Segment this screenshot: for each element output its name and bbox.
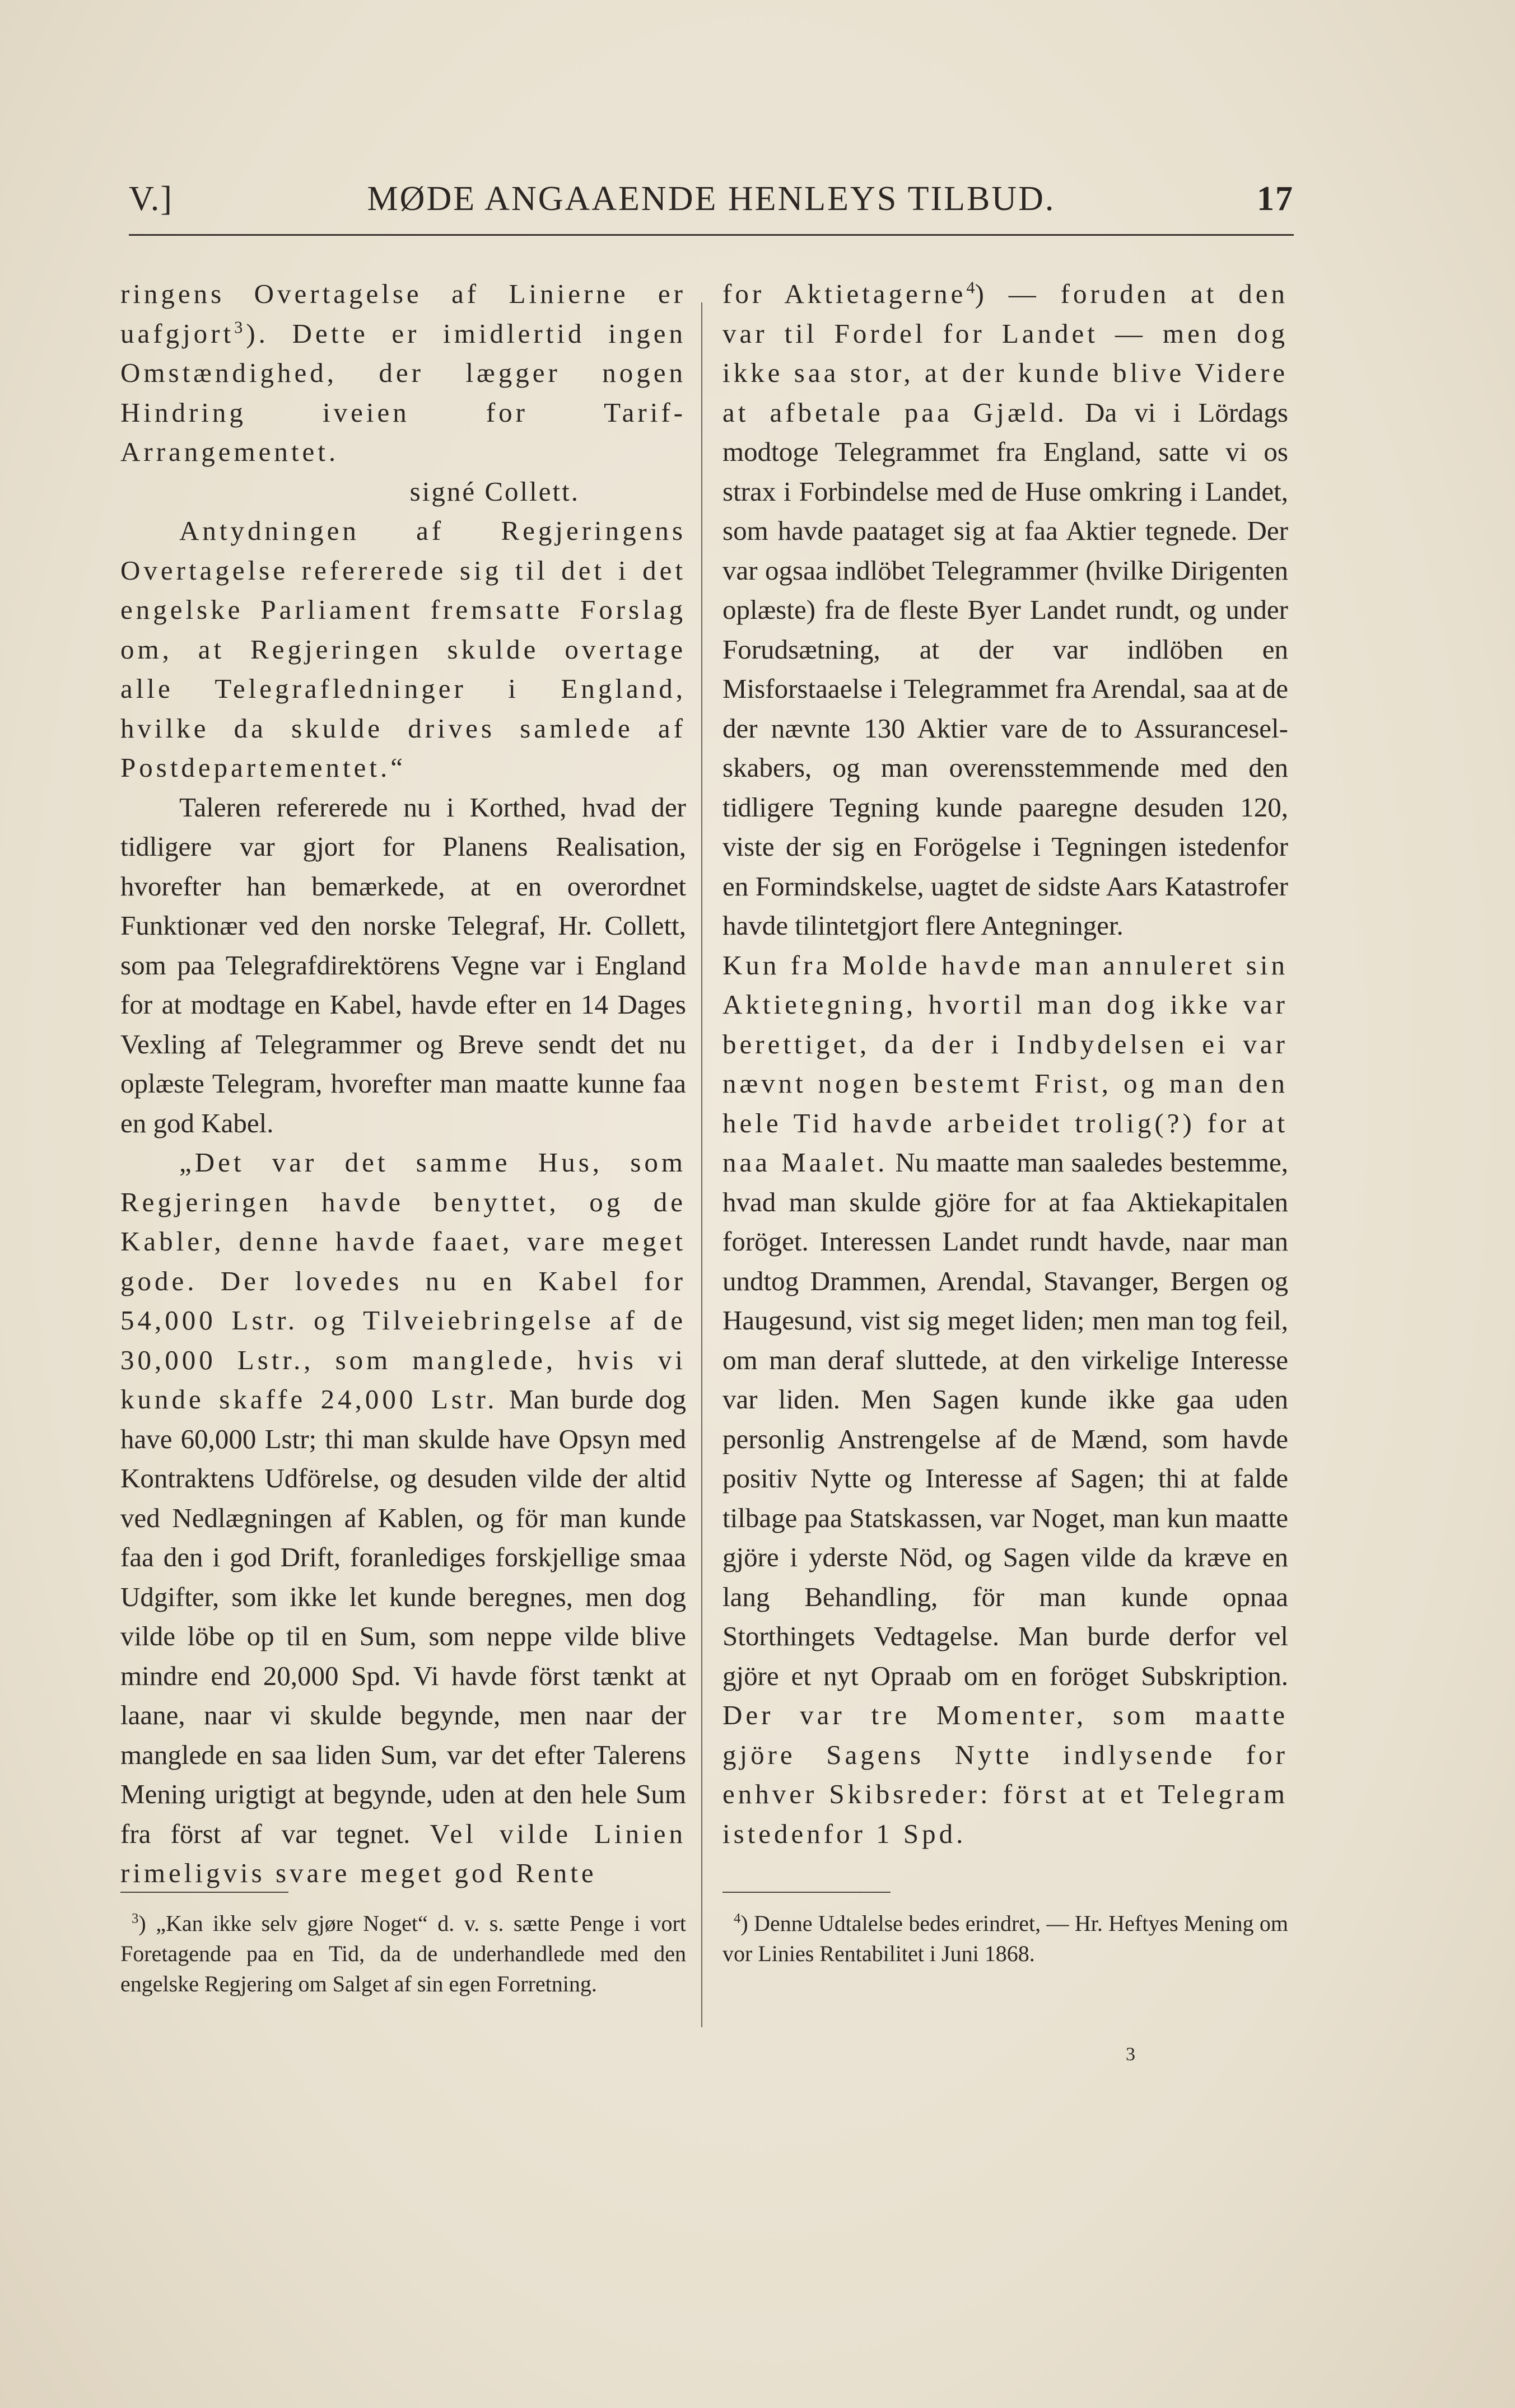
left-paragraph-3: Taleren refererede nu i Korthed, hvad der tidligere var gjort for Planens Realisation, hvorefter han bemærkede, at en overordnet Funktionær ved den norske Telegraf, Hr. Collett, som paa Telegrafdirektörens Vegne var i England for at modtage en Kabel, havde efter en 14 Dages Vexling af Telegrammer og Breve sendt det nu oplæste Telegram, hvorefter man maatte kunne faa en god Kabel.: [120, 791, 686, 1138]
page-number: 17: [1257, 180, 1294, 218]
footnote-rule-left: [120, 1892, 288, 1893]
page-title: MØDE ANGAAENDE HENLEYS TILBUD.: [367, 180, 1056, 218]
column-divider: [701, 302, 702, 2027]
left-paragraph-2: Antydningen af Regjeringens Overtagelse refererede sig til det i det engelske Parliament fremsatte Forslag om, at Regjeringen skulde overtage alle Telegrafledninger i England, hvilke da skulde drives samlede af Postdepartementet.“: [120, 515, 686, 783]
signature-line: signé Collett.: [409, 475, 580, 507]
header-rule: [129, 234, 1294, 236]
footnote-ref-3: 3: [234, 318, 246, 337]
right-paragraph-1: for Aktietagerne$^4$) — foruden at den var til Fordel for Landet — men dog ikke saa stor, at der kunde blive Videre at afbetale paa Gjæld. Da vi i Lördags modtoge Telegrammet fra England, satte vi os strax i Forbindelse med de Huse omkring i Landet, som havde paataget sig at faa Aktier tegnede. Der var ogsaa indlöbet Telegrammer (hvilke Dirigenten oplæste) fra de fleste Byer Landet rundt, og under Forudsætning, at der var indlöben en Misforstaaelse i Telegrammet fra Arendal, saa at de der nævnte 130 Aktier vare de to Assuranceselskabers, og man overensstemmende med den tidligere Tegning kunde paaregne desuden 120, viste der sig en Forögelse i Tegningen istedenfor en Formindskelse, uagtet de sidste Aars Katastrofer havde tilintetgjort flere Antegninger.: [722, 278, 1288, 941]
left-column: [120, 274, 686, 1893]
left-paragraph-4: „Det var det samme Hus, som Regjeringen havde benyttet, og de Kabler, denne havde faaet, vare meget gode. Der lovedes nu en Kabel for 54,000 Lstr. og Tilveiebringelse af de 30,000 Lstr., som manglede, hvis vi kunde skaffe 24,000 Lstr. Man burde dog have 60,000 Lstr; thi man skulde have Opsyn med Kontraktens Udförelse, og desuden vilde der altid ved Nedlægningen af Kablen, og för man kunde faa den i god Drift, foranlediges forskjellige smaa Udgifter, som ikke let kunde beregnes, men dog vilde löbe op til en Sum, som neppe vilde blive mindre end 20,000 Spd. Vi havde först tænkt at laane, naar vi skulde begynde, men naar der manglede en saa liden Sum, var det efter Talerens Mening urigtigt at begynde, uden at den hele Sum fra först af var tegnet. Vel vilde Linien rimeligvis svare meget god Rente: [120, 1147, 687, 1888]
section-marker: V.]: [129, 180, 173, 218]
footnote-4: $^4$) Denne Udtalelse bedes erindret, — Hr. Heftyes Mening om vor Linies Rentabilitet i Juni 1868.: [722, 1911, 1288, 1966]
footnote-rule-right: [722, 1892, 891, 1893]
footnote-3: $^3$) „Kan ikke selv gjøre Noget“ d. v. s. sætte Penge i vort Foretagende paa en Tid, da de underhandlede med den engelske Regjering om Salget af sin egen Forretning.: [120, 1911, 686, 1996]
signature-mark: 3: [1126, 2044, 1135, 2065]
left-paragraph-1: ringens Overtagelse af Linierne er uafgjort$^3$). Dette er imidlertid ingen Omstændighed, der lægger nogen Hindring iveien for Tarif-Arrangementet.: [120, 278, 686, 467]
running-header: [129, 179, 1294, 224]
right-paragraph-2: Kun fra Molde havde man annuleret sin Aktietegning, hvortil man dog ikke var berettiget, da der i Indbydelsen ei var nævnt nogen bestemt Frist, og man den hele Tid havde arbeidet trolig(?) for at naa Maalet. Nu maatte man saaledes bestemme, hvad man skulde gjöre for at faa Aktiekapitalen foröget. Interessen Landet rundt havde, naar man undtog Drammen, Arendal, Stavanger, Bergen og Haugesund, vist sig meget liden; men man tog feil, om man deraf sluttede, at den virkelige Interesse var liden. Men Sagen kunde ikke gaa uden personlig Anstrengelse af de Mænd, som havde positiv Nytte og Interesse af Sagen; thi at falde tilbage paa Statskassen, var Noget, man kun maatte gjöre i yderste Nöd, og Sagen vilde da kræve en lang Behandling, för man kunde opnaa Storthingets Vedtagelse. Man burde derfor vel gjöre et nyt Opraab om en foröget Subskription. Der var tre Momenter, som maatte gjöre Sagens Nytte indlysende for enhver Skibsreder: först at et Telegram istedenfor 1 Spd.: [722, 949, 1288, 1849]
right-column: [722, 274, 1288, 1854]
footnote-ref-4: 4: [966, 278, 975, 297]
